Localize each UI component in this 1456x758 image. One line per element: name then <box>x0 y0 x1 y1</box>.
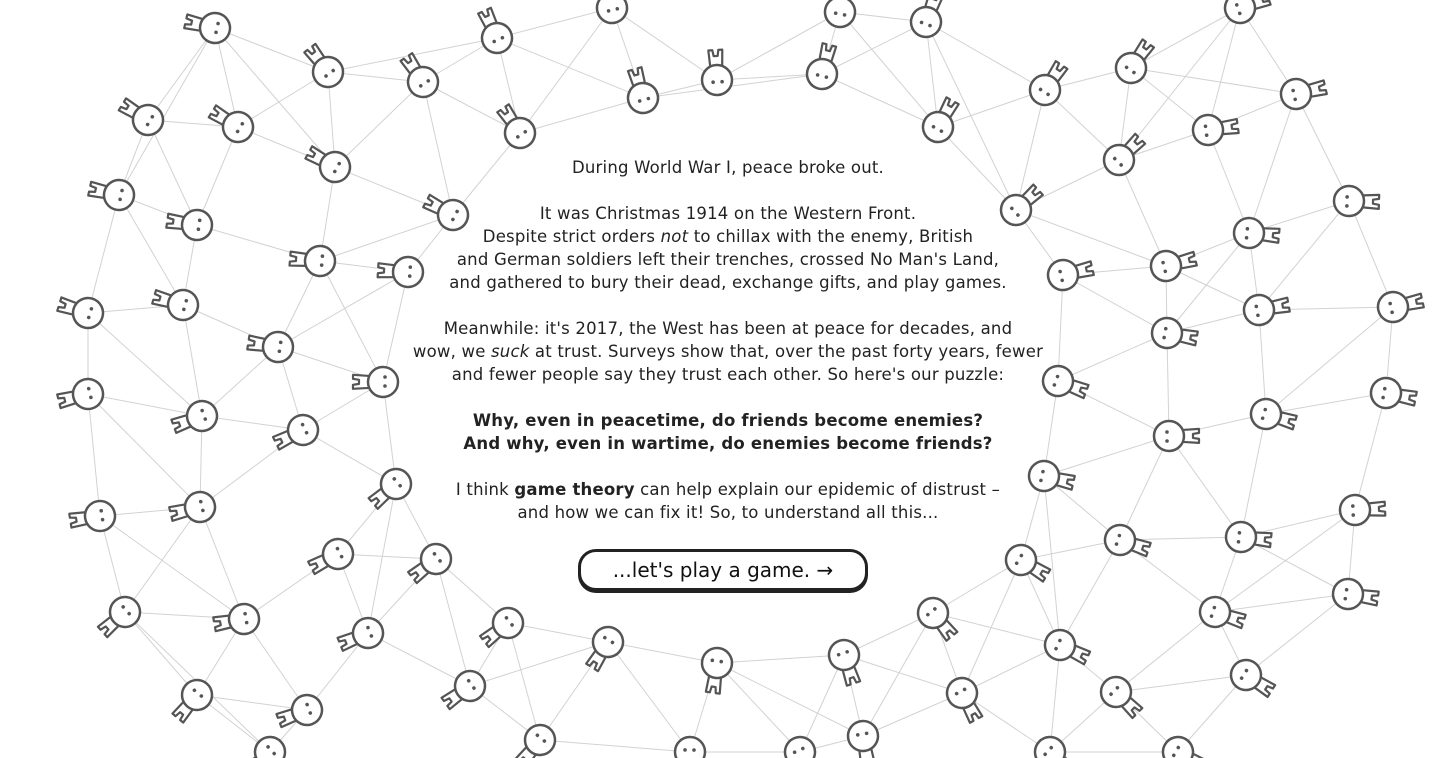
network-link <box>926 22 1045 90</box>
person-figure <box>1225 654 1279 703</box>
person-figure <box>700 49 733 96</box>
person-figure <box>1191 111 1240 147</box>
intro-text-segment: can help explain our epidemic of distrust – <box>634 480 1001 499</box>
person-figure <box>1221 0 1273 27</box>
network-link <box>1131 8 1240 68</box>
person-figure <box>115 92 169 141</box>
network-link <box>200 507 244 619</box>
person-figure <box>1045 254 1096 294</box>
person-figure <box>238 731 291 758</box>
network-link <box>844 655 962 693</box>
person-figure <box>846 719 883 758</box>
intro-questions <box>408 409 1048 455</box>
intro-text-segment: wow, we <box>412 342 491 361</box>
person-figure <box>150 282 201 323</box>
network-link <box>125 612 197 695</box>
person-figure <box>491 100 541 154</box>
network-link <box>1355 393 1386 510</box>
person-figure <box>353 367 398 397</box>
network-link <box>717 655 844 663</box>
network-link <box>717 663 863 736</box>
person-figure <box>1375 286 1425 325</box>
person-figure <box>1110 35 1160 89</box>
network-link <box>278 272 408 347</box>
network-link <box>1060 540 1120 645</box>
network-link <box>822 74 938 127</box>
person-figure <box>1101 521 1153 564</box>
network-link <box>436 559 470 686</box>
network-link <box>497 38 643 98</box>
intro-line: Meanwhile: it's 2017, the West has been at peace for decades, and <box>443 319 1013 338</box>
game-theory-bold: game theory <box>514 480 635 499</box>
person-figure <box>1334 186 1380 217</box>
intro-line: and German soldiers left their trenches, crossed No Man's Land, <box>456 250 1000 269</box>
network-link <box>1349 201 1393 307</box>
intro-paragraph-2 <box>408 202 1048 294</box>
network-link <box>1063 275 1167 333</box>
play-game-button[interactable]: ...let's play a game. → <box>578 549 868 591</box>
network-link <box>608 642 690 752</box>
question-1: Why, even in peacetime, do friends become enemies? <box>472 411 984 430</box>
network-link <box>183 305 202 416</box>
person-figure <box>1368 375 1418 413</box>
network-link <box>88 394 100 516</box>
network-link <box>1044 436 1169 476</box>
network-link <box>1058 333 1167 381</box>
network-link <box>383 272 408 382</box>
network-link <box>1241 414 1266 537</box>
person-figure <box>304 534 358 581</box>
network-link <box>1266 393 1386 414</box>
person-figure <box>1247 395 1299 437</box>
intro-line: and gathered to bury their dead, exchange gifts, and play games. <box>449 273 1007 292</box>
network-link <box>1116 675 1246 692</box>
emphasis-not: not <box>660 227 689 246</box>
intro-line <box>408 340 1048 363</box>
network-link <box>1296 94 1349 201</box>
network-link <box>508 623 540 740</box>
network-link <box>88 195 119 313</box>
person-figure <box>825 636 868 688</box>
person-figure <box>1029 731 1082 758</box>
network-link <box>822 22 926 74</box>
person-figure <box>298 39 349 93</box>
person-figure <box>87 174 137 213</box>
network-link <box>335 82 423 167</box>
person-figure <box>274 691 327 735</box>
intro-line: and fewer people say they trust each other. So here's our puzzle: <box>451 365 1005 384</box>
network-link <box>540 740 690 752</box>
network-link <box>215 28 328 72</box>
person-figure <box>205 99 259 148</box>
network-link <box>1169 436 1241 537</box>
network-link <box>1131 68 1296 94</box>
network-link <box>368 484 396 633</box>
person-figure <box>822 0 860 30</box>
intro-paragraph-5 <box>408 478 1048 524</box>
intro-paragraph-1 <box>408 156 1048 179</box>
network-link <box>368 633 470 686</box>
person-figure <box>1158 732 1212 758</box>
person-figure <box>475 602 529 653</box>
person-figure <box>1098 128 1151 181</box>
network-link <box>612 8 717 80</box>
intro-text-segment: Despite strict orders <box>482 227 661 246</box>
person-figure <box>165 206 214 242</box>
network-link <box>520 98 643 133</box>
person-figure <box>55 376 106 416</box>
person-figure <box>93 591 147 643</box>
network-link <box>148 28 215 120</box>
person-figure <box>509 719 561 758</box>
intro-text <box>408 156 1048 547</box>
network-link <box>717 663 800 752</box>
person-figure <box>1040 625 1094 672</box>
person-figure <box>698 646 734 695</box>
person-figure <box>301 139 355 187</box>
network-link <box>1167 233 1249 333</box>
person-figure <box>169 397 222 441</box>
person-figure <box>1024 57 1074 111</box>
intro-text-segment: at trust. Surveys show that, over the past forty years, fewer <box>529 342 1044 361</box>
network-link <box>1119 160 1166 266</box>
person-figure <box>246 328 295 364</box>
network-link <box>497 8 612 38</box>
network-link <box>1120 436 1169 540</box>
person-figure <box>1339 494 1385 526</box>
intro-line <box>408 478 1048 501</box>
network-link <box>863 613 933 736</box>
intro-line: During World War I, peace broke out. <box>571 158 884 177</box>
network-link <box>1208 130 1249 233</box>
network-link <box>1249 94 1296 233</box>
network-link <box>1259 201 1349 310</box>
person-figure <box>68 499 117 536</box>
emphasis-suck: suck <box>491 342 530 361</box>
person-figure <box>591 0 631 26</box>
person-figure <box>675 737 705 758</box>
intro-text-segment: I think <box>455 480 515 499</box>
network-link <box>119 195 183 305</box>
intro-line: and how we can fix it! So, to understand all this... <box>517 503 939 522</box>
network-link <box>244 619 307 710</box>
person-figure <box>289 244 336 278</box>
network-link <box>520 8 612 133</box>
network-link <box>125 507 200 612</box>
person-figure <box>1154 421 1199 451</box>
person-figure <box>1242 290 1292 328</box>
network-link <box>1116 612 1215 692</box>
question-2: And why, even in wartime, do enemies become friends? <box>463 434 993 453</box>
network-link <box>88 394 200 507</box>
person-figure <box>167 489 218 529</box>
network-link <box>88 313 202 416</box>
intro-line: It was Christmas 1914 on the Western Front. <box>539 204 917 223</box>
network-link <box>1208 8 1240 130</box>
person-figure <box>804 41 844 92</box>
network-link <box>962 560 1021 693</box>
network-link <box>962 645 1060 693</box>
person-figure <box>1233 217 1281 251</box>
person-figure <box>182 7 233 46</box>
person-figure <box>1196 593 1248 636</box>
person-figure <box>1331 577 1380 613</box>
person-figure <box>780 732 826 758</box>
network-link <box>608 642 717 663</box>
person-figure <box>1150 316 1200 354</box>
intro-text-segment: to chillax with the enemy, British <box>688 227 974 246</box>
intro-paragraph-3 <box>408 317 1048 386</box>
intro-line <box>408 225 1048 248</box>
person-figure <box>166 674 218 728</box>
person-figure <box>942 673 990 727</box>
person-figure <box>907 0 951 41</box>
person-figure <box>269 410 323 457</box>
network-link <box>88 394 202 416</box>
person-figure <box>55 290 107 332</box>
